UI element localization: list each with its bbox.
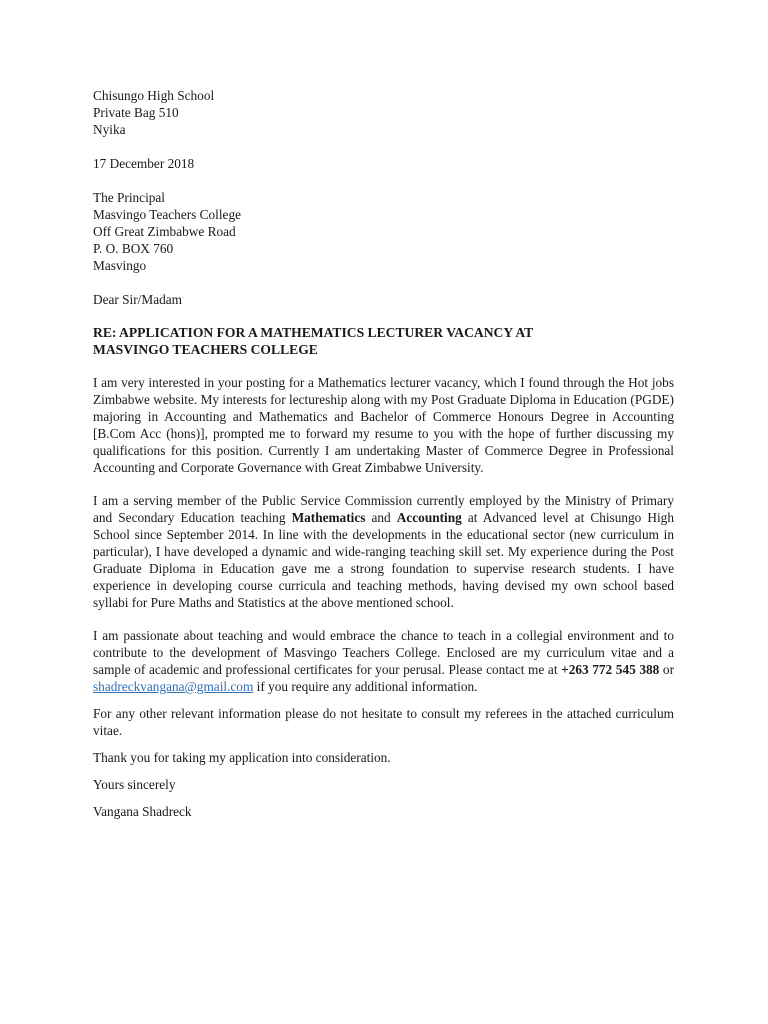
thanks-line: Thank you for taking my application into consideration. bbox=[93, 750, 391, 765]
paragraph-text: I am passionate about teaching and would embrace the chance to teach in a collegial environment and to contribute to the development of Masvingo Teachers College. Enclosed are my curriculum vitae and a sample of academic and professional certificates for your perusal. Please contact me at bbox=[93, 628, 674, 677]
body-paragraph-2 bbox=[93, 492, 674, 611]
paragraph-text: or bbox=[659, 662, 674, 677]
body-paragraph-3 bbox=[93, 627, 674, 695]
recipient-address bbox=[93, 189, 674, 274]
email-link[interactable]: shadreckvangana@gmail.com bbox=[93, 679, 254, 694]
subject-heading bbox=[93, 324, 674, 358]
recipient-address-line: P. O. BOX 760 bbox=[93, 241, 174, 256]
subject-line-1: RE: APPLICATION FOR A MATHEMATICS LECTURER VACANCY AT bbox=[93, 325, 534, 340]
closing-line: Yours sincerely bbox=[93, 777, 176, 792]
subject-mathematics: Mathematics bbox=[291, 510, 366, 525]
body-paragraph-1: I am very interested in your posting for a Mathematics lecturer vacancy, which I found through the Hot jobs Zimbabwe website. My interests for lectureship along with my Post Graduate Diploma in Education (PGDE) majoring in Accounting and Mathematics and Bachelor of Commerce Honours Degree in Accounting [B.Com Acc (hons)], prompted me to forward my resume to you with the hope of further discussing my qualifications for this position. Currently I am undertaking Master of Commerce Degree in Professional Accounting and Corporate Governance with Great Zimbabwe University. bbox=[93, 375, 674, 475]
letter-page bbox=[93, 87, 674, 820]
recipient-address-line: Masvingo bbox=[93, 258, 147, 273]
paragraph-text: if you require any additional information. bbox=[253, 679, 478, 694]
signature-name: Vangana Shadreck bbox=[93, 804, 192, 819]
paragraph-text: and bbox=[365, 510, 397, 525]
subject-accounting: Accounting bbox=[396, 510, 462, 525]
letter-date: 17 December 2018 bbox=[93, 156, 195, 171]
subject-line-2: MASVINGO TEACHERS COLLEGE bbox=[93, 342, 318, 357]
recipient-address-line: The Principal bbox=[93, 190, 166, 205]
recipient-address-line: Masvingo Teachers College bbox=[93, 207, 242, 222]
salutation: Dear Sir/Madam bbox=[93, 292, 182, 307]
sender-address-line: Chisungo High School bbox=[93, 88, 215, 103]
sender-address-line: Nyika bbox=[93, 122, 126, 137]
paragraph-text: at Advanced level at Chisungo High School since September 2014. In line with the developments in the educational sector (new curriculum in particular), I have developed a dynamic and wide-ranging teaching skill set. My experience during the Post Graduate Diploma in Education gave me a strong foundation to supervise research students. I have experience in developing course curricula and teaching methods, having devised my own school based syllabi for Pure Maths and Statistics at the above mentioned school. bbox=[93, 510, 674, 610]
recipient-address-line: Off Great Zimbabwe Road bbox=[93, 224, 236, 239]
phone-number: +263 772 545 388 bbox=[561, 662, 660, 677]
paragraph-text: I am a serving member of the Public Service Commission currently employed by the Ministry of Primary and Secondary Education teaching bbox=[93, 493, 674, 525]
sender-address bbox=[93, 87, 674, 138]
body-paragraph-4: For any other relevant information please do not hesitate to consult my referees in the attached curriculum vitae. bbox=[93, 706, 674, 738]
sender-address-line: Private Bag 510 bbox=[93, 105, 179, 120]
